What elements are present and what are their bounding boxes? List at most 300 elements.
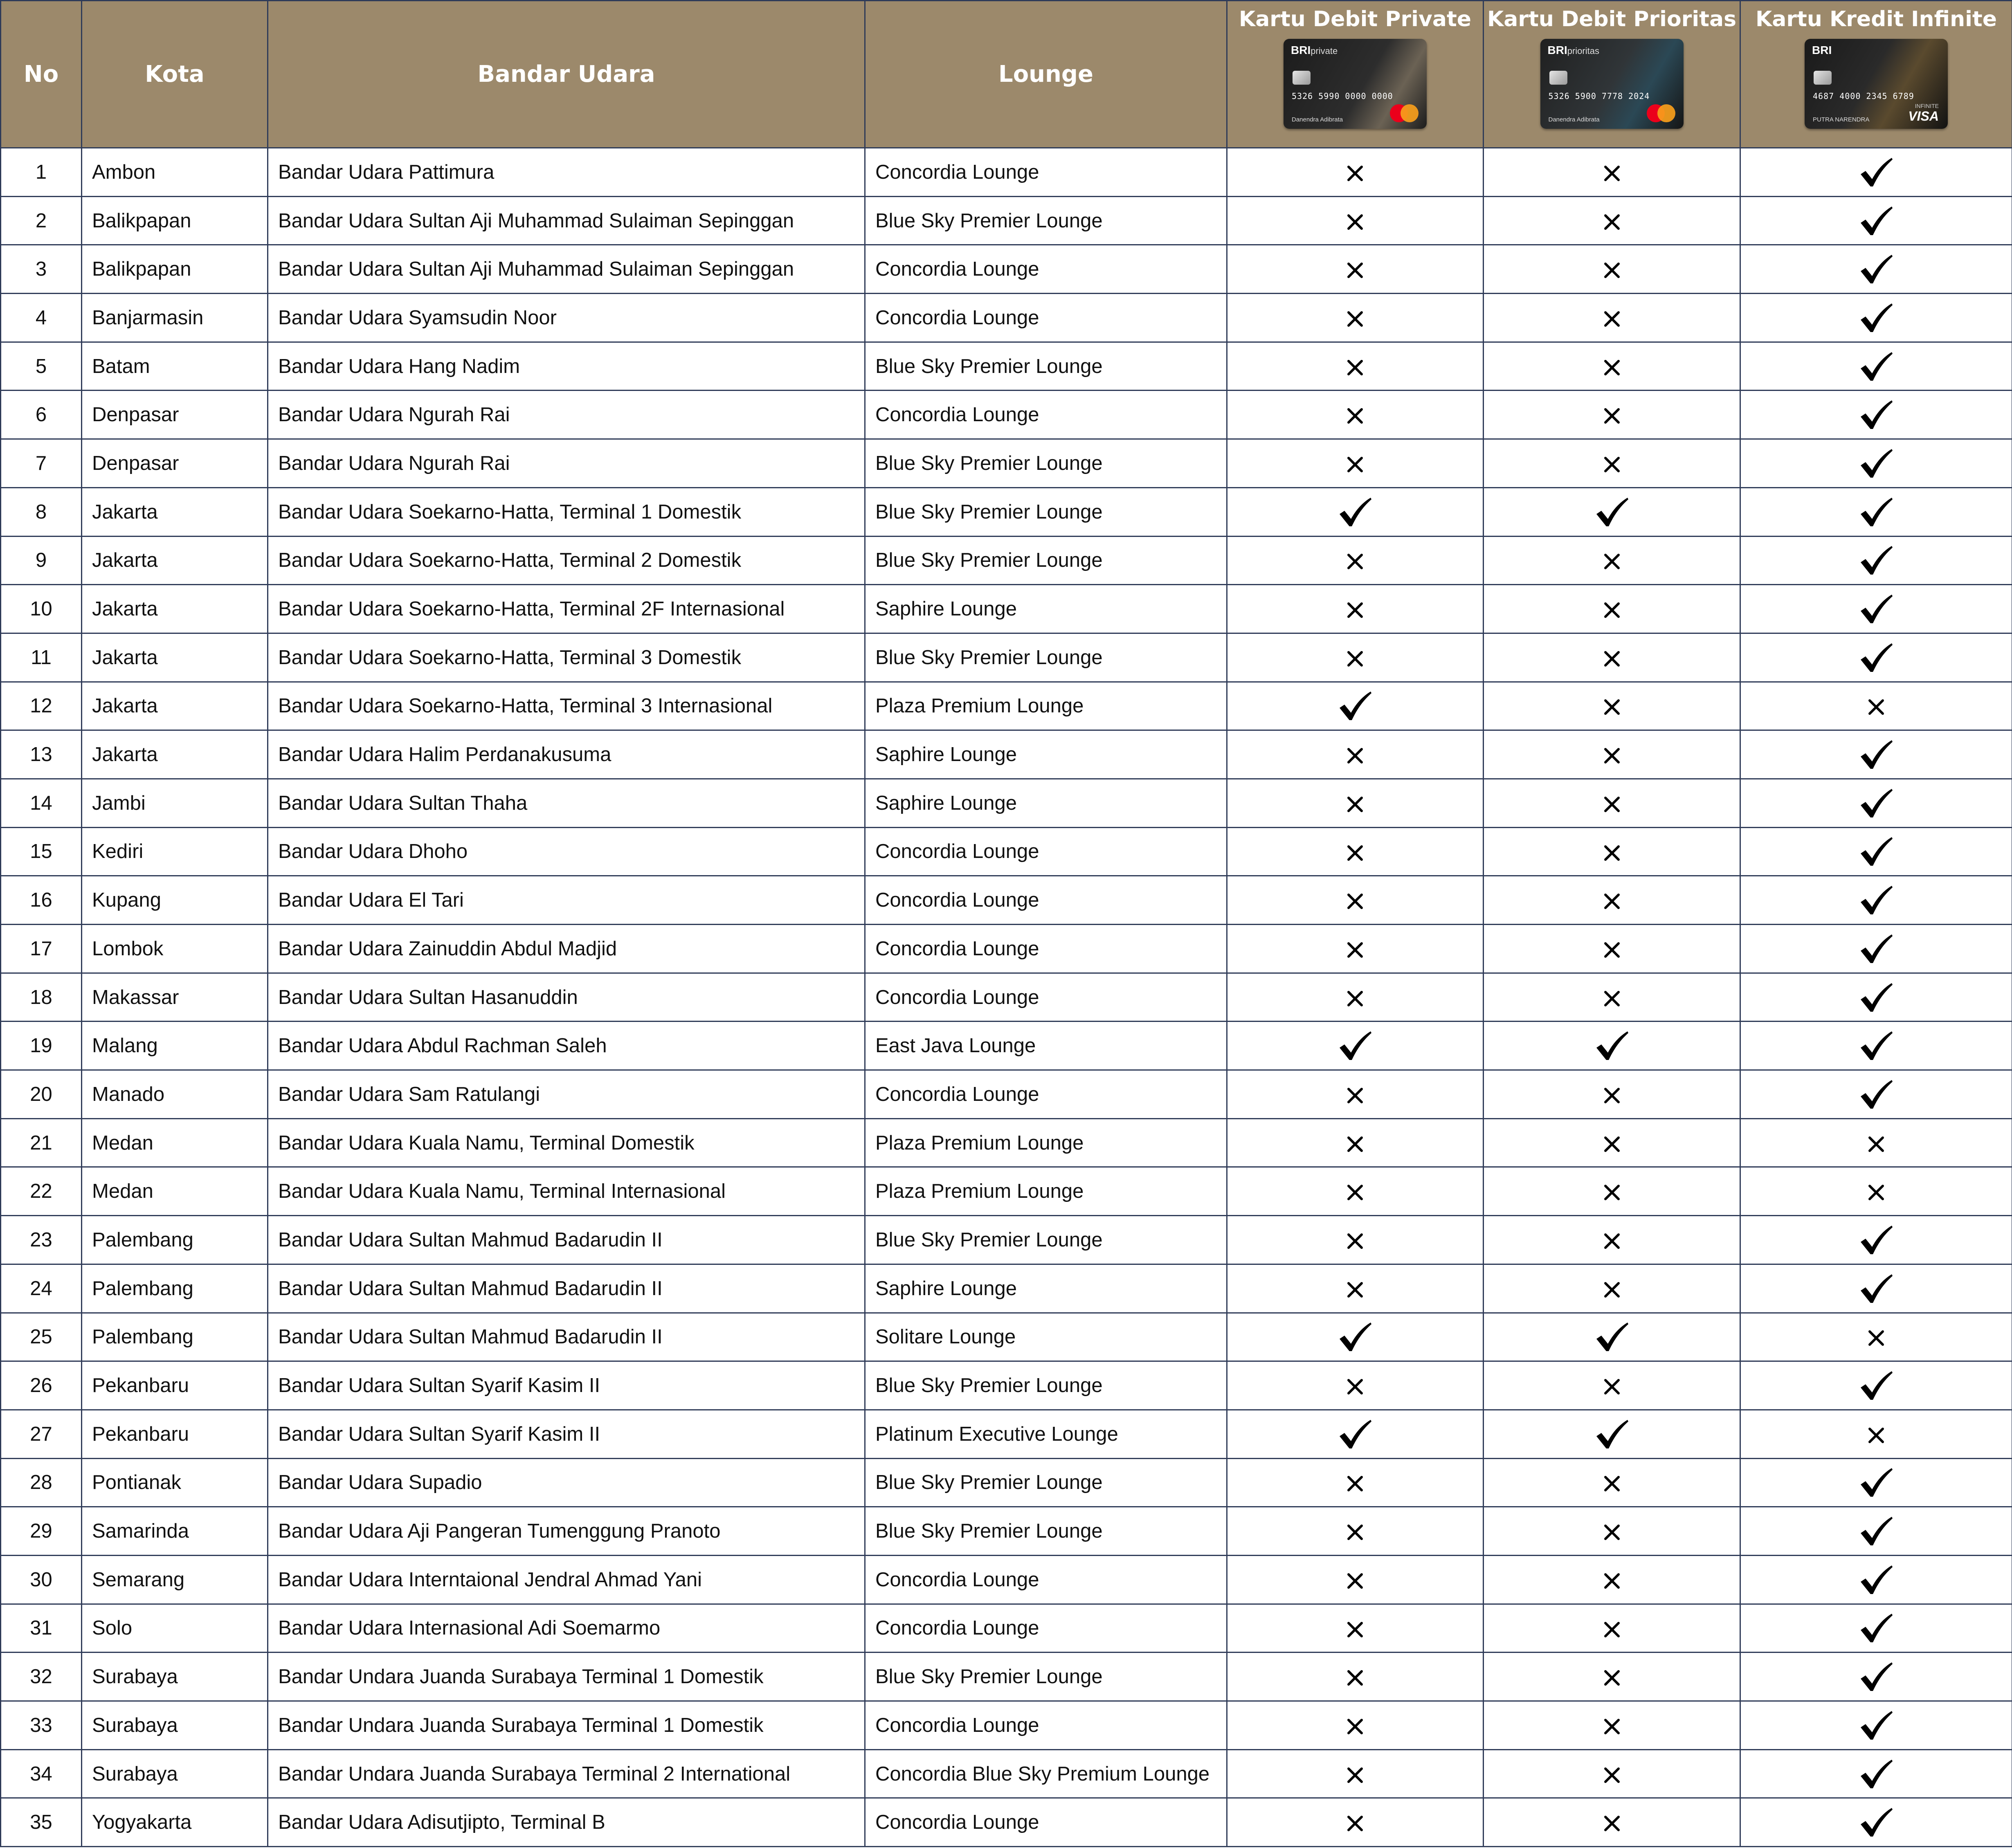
cell-bandara: Bandar Udara Sam Ratulangi <box>268 1070 865 1119</box>
cell-bandara: Bandar Udara Sultan Hasanuddin <box>268 973 865 1022</box>
cell-kota: Denpasar <box>82 439 268 488</box>
cell-no: 3 <box>1 245 82 294</box>
cell-prioritas-access <box>1484 391 1740 439</box>
cross-icon <box>1602 212 1622 232</box>
cell-infinite-access <box>1740 1264 2012 1313</box>
cell-no: 26 <box>1 1361 82 1410</box>
cell-no: 20 <box>1 1070 82 1119</box>
card-image-infinite <box>1805 39 1948 129</box>
header-bandara: Bandar Udara <box>268 1 865 148</box>
cell-no: 24 <box>1 1264 82 1313</box>
cell-bandara: Bandar Udara Internasional Adi Soemarmo <box>268 1604 865 1653</box>
cell-bandara: Bandar Udara Dhoho <box>268 827 865 876</box>
cell-prioritas-access <box>1484 439 1740 488</box>
cell-prioritas-access <box>1484 1264 1740 1313</box>
cell-infinite-access <box>1740 1653 2012 1701</box>
cell-no: 1 <box>1 148 82 197</box>
cell-prioritas-access <box>1484 487 1740 536</box>
cell-private-access <box>1227 633 1484 682</box>
cell-prioritas-access <box>1484 1749 1740 1798</box>
cross-icon <box>1602 600 1622 620</box>
cell-private-access <box>1227 973 1484 1022</box>
table-row <box>1 730 2012 779</box>
cell-lounge: Concordia Lounge <box>865 925 1227 973</box>
cell-infinite-access <box>1740 1118 2012 1167</box>
cell-bandara: Bandar Udara Sultan Mahmud Badarudin II <box>268 1264 865 1313</box>
check-icon <box>1859 156 1893 188</box>
cell-prioritas-access <box>1484 827 1740 876</box>
cross-icon <box>1602 940 1622 960</box>
table-row <box>1 1458 2012 1507</box>
cross-icon <box>1602 649 1622 669</box>
cell-private-access <box>1227 827 1484 876</box>
cell-no: 5 <box>1 342 82 391</box>
cell-private-access <box>1227 196 1484 245</box>
cross-icon <box>1602 358 1622 377</box>
check-icon <box>1859 1370 1893 1401</box>
cell-infinite-access <box>1740 487 2012 536</box>
cell-lounge: Concordia Lounge <box>865 1604 1227 1653</box>
cell-bandara: Bandar Udara Soekarno-Hatta, Terminal 1 Domestik <box>268 487 865 536</box>
cell-no: 22 <box>1 1167 82 1216</box>
header-kota: Kota <box>82 1 268 148</box>
header-card-prioritas <box>1484 1 1740 148</box>
cell-no: 19 <box>1 1022 82 1070</box>
cross-icon <box>1866 1426 1886 1445</box>
cross-icon <box>1602 891 1622 911</box>
table-row <box>1 1216 2012 1264</box>
cell-bandara: Bandar Udara Hang Nadim <box>268 342 865 391</box>
cell-kota: Medan <box>82 1118 268 1167</box>
check-icon <box>1859 302 1893 334</box>
cell-kota: Ambon <box>82 148 268 197</box>
check-icon <box>1859 835 1893 867</box>
cell-prioritas-access <box>1484 925 1740 973</box>
cell-infinite-access <box>1740 1507 2012 1556</box>
card-image-prioritas <box>1540 39 1684 129</box>
cell-lounge: Saphire Lounge <box>865 779 1227 827</box>
cell-lounge: Concordia Lounge <box>865 1555 1227 1604</box>
table-row <box>1 487 2012 536</box>
cell-lounge: Blue Sky Premier Lounge <box>865 536 1227 585</box>
cross-icon <box>1602 455 1622 474</box>
cell-bandara: Bandar Udara Sultan Aji Muhammad Sulaiman Sepinggan <box>268 196 865 245</box>
cross-icon <box>1602 795 1622 814</box>
cell-private-access <box>1227 391 1484 439</box>
card-brand-infinite: BRI <box>1812 44 1832 56</box>
cell-no: 12 <box>1 682 82 730</box>
check-icon <box>1859 1273 1893 1305</box>
cell-no: 29 <box>1 1507 82 1556</box>
cell-kota: Jakarta <box>82 536 268 585</box>
cell-lounge: Blue Sky Premier Lounge <box>865 633 1227 682</box>
cross-icon <box>1345 1183 1365 1202</box>
cell-kota: Lombok <box>82 925 268 973</box>
cell-kota: Solo <box>82 1604 268 1653</box>
cell-prioritas-access <box>1484 1361 1740 1410</box>
cell-kota: Palembang <box>82 1216 268 1264</box>
cell-bandara: Bandar Udara Soekarno-Hatta, Terminal 2F Internasional <box>268 585 865 633</box>
cell-lounge: Plaza Premium Lounge <box>865 682 1227 730</box>
check-icon <box>1859 253 1893 285</box>
cell-private-access <box>1227 1313 1484 1361</box>
table-row <box>1 1701 2012 1750</box>
cell-infinite-access <box>1740 585 2012 633</box>
table-row <box>1 1361 2012 1410</box>
cross-icon <box>1602 1668 1622 1688</box>
cross-icon <box>1345 1717 1365 1736</box>
cell-no: 4 <box>1 294 82 342</box>
cross-icon <box>1345 1668 1365 1688</box>
cell-private-access <box>1227 1118 1484 1167</box>
cell-bandara: Bandar Udara El Tari <box>268 876 865 925</box>
card-chip-icon <box>1549 71 1567 85</box>
header-card-infinite <box>1740 1 2012 148</box>
table-row <box>1 1653 2012 1701</box>
table-row <box>1 245 2012 294</box>
cross-icon <box>1602 1765 1622 1785</box>
cell-private-access <box>1227 1749 1484 1798</box>
cell-no: 34 <box>1 1749 82 1798</box>
check-icon <box>1338 1321 1372 1353</box>
cell-private-access <box>1227 925 1484 973</box>
card-holder-infinite: PUTRA NARENDRA <box>1813 116 1870 123</box>
cell-bandara: Bandar Udara Abdul Rachman Saleh <box>268 1022 865 1070</box>
cell-kota: Kediri <box>82 827 268 876</box>
cell-kota: Balikpapan <box>82 196 268 245</box>
cross-icon <box>1345 1231 1365 1251</box>
table-row <box>1 148 2012 197</box>
cell-lounge: Concordia Lounge <box>865 876 1227 925</box>
cell-prioritas-access <box>1484 973 1740 1022</box>
cell-lounge: Blue Sky Premier Lounge <box>865 342 1227 391</box>
cell-kota: Makassar <box>82 973 268 1022</box>
cell-prioritas-access <box>1484 1653 1740 1701</box>
cell-infinite-access <box>1740 730 2012 779</box>
cell-lounge: Blue Sky Premier Lounge <box>865 1216 1227 1264</box>
cell-infinite-access <box>1740 439 2012 488</box>
cell-bandara: Bandar Udara Sultan Mahmud Badarudin II <box>268 1313 865 1361</box>
cell-prioritas-access <box>1484 1070 1740 1119</box>
check-icon <box>1859 981 1893 1013</box>
cell-no: 15 <box>1 827 82 876</box>
cell-kota: Kupang <box>82 876 268 925</box>
cell-infinite-access <box>1740 876 2012 925</box>
cell-no: 21 <box>1 1118 82 1167</box>
card-holder-prioritas: Danendra Adibrata <box>1548 116 1600 123</box>
cross-icon <box>1345 891 1365 911</box>
card-tier-infinite: INFINITE <box>1915 103 1939 109</box>
cell-kota: Jakarta <box>82 730 268 779</box>
cross-icon <box>1602 1231 1622 1251</box>
cross-icon <box>1602 1134 1622 1154</box>
cell-no: 6 <box>1 391 82 439</box>
cross-icon <box>1345 1571 1365 1591</box>
cell-bandara: Bandar Udara Supadio <box>268 1458 865 1507</box>
cell-lounge: Solitare Lounge <box>865 1313 1227 1361</box>
cell-infinite-access <box>1740 196 2012 245</box>
cell-bandara: Bandar Udara Halim Perdanakusuma <box>268 730 865 779</box>
cell-prioritas-access <box>1484 633 1740 682</box>
cell-no: 25 <box>1 1313 82 1361</box>
cross-icon <box>1345 212 1365 232</box>
check-icon <box>1338 1418 1372 1450</box>
cell-infinite-access <box>1740 1167 2012 1216</box>
cell-private-access <box>1227 1410 1484 1458</box>
cell-prioritas-access <box>1484 294 1740 342</box>
cell-private-access <box>1227 245 1484 294</box>
cell-kota: Jakarta <box>82 633 268 682</box>
cross-icon <box>1345 1474 1365 1493</box>
cell-bandara: Bandar Udara Aji Pangeran Tumenggung Pranoto <box>268 1507 865 1556</box>
cross-icon <box>1866 697 1886 717</box>
table-row <box>1 1410 2012 1458</box>
check-icon <box>1859 544 1893 576</box>
check-icon <box>1595 1418 1629 1450</box>
table-row <box>1 439 2012 488</box>
cell-kota: Palembang <box>82 1264 268 1313</box>
cross-icon <box>1602 552 1622 571</box>
cross-icon <box>1602 1620 1622 1639</box>
cell-no: 23 <box>1 1216 82 1264</box>
mastercard-logo-icon <box>1390 104 1419 122</box>
cell-lounge: Concordia Lounge <box>865 294 1227 342</box>
table-row <box>1 1507 2012 1556</box>
cell-infinite-access <box>1740 536 2012 585</box>
table-row <box>1 294 2012 342</box>
card-brand-prioritas: BRIprioritas <box>1547 44 1599 56</box>
cell-bandara: Bandar Udara Sultan Syarif Kasim II <box>268 1410 865 1458</box>
cross-icon <box>1602 1522 1622 1542</box>
cell-infinite-access <box>1740 682 2012 730</box>
cross-icon <box>1345 358 1365 377</box>
cell-infinite-access <box>1740 827 2012 876</box>
table-row <box>1 1604 2012 1653</box>
cross-icon <box>1345 260 1365 280</box>
cell-kota: Surabaya <box>82 1653 268 1701</box>
cell-prioritas-access <box>1484 1507 1740 1556</box>
cell-no: 9 <box>1 536 82 585</box>
cell-lounge: Blue Sky Premier Lounge <box>865 196 1227 245</box>
cell-bandara: Bandar Udara Soekarno-Hatta, Terminal 2 Domestik <box>268 536 865 585</box>
cell-prioritas-access <box>1484 1458 1740 1507</box>
cell-bandara: Bandar Udara Ngurah Rai <box>268 391 865 439</box>
check-icon <box>1595 496 1629 528</box>
cell-bandara: Bandar Udara Ngurah Rai <box>268 439 865 488</box>
cross-icon <box>1602 1086 1622 1105</box>
cell-prioritas-access <box>1484 1410 1740 1458</box>
cell-lounge: Concordia Lounge <box>865 827 1227 876</box>
cell-kota: Medan <box>82 1167 268 1216</box>
cell-infinite-access <box>1740 633 2012 682</box>
cell-no: 7 <box>1 439 82 488</box>
cell-private-access <box>1227 779 1484 827</box>
cell-kota: Jambi <box>82 779 268 827</box>
cell-private-access <box>1227 1022 1484 1070</box>
cell-prioritas-access <box>1484 1798 1740 1847</box>
cross-icon <box>1602 697 1622 717</box>
cross-icon <box>1866 1134 1886 1154</box>
cell-lounge: Concordia Lounge <box>865 1701 1227 1750</box>
cross-icon <box>1345 989 1365 1008</box>
cell-lounge: Concordia Lounge <box>865 148 1227 197</box>
cross-icon <box>1345 1280 1365 1300</box>
cell-prioritas-access <box>1484 196 1740 245</box>
check-icon <box>1859 1758 1893 1790</box>
cell-no: 2 <box>1 196 82 245</box>
cell-kota: Pontianak <box>82 1458 268 1507</box>
cell-no: 17 <box>1 925 82 973</box>
cell-lounge: Blue Sky Premier Lounge <box>865 439 1227 488</box>
card-number-prioritas: 5326 5900 7778 2024 <box>1548 91 1650 101</box>
cell-no: 14 <box>1 779 82 827</box>
cell-prioritas-access <box>1484 1604 1740 1653</box>
cell-infinite-access <box>1740 1410 2012 1458</box>
table-row <box>1 779 2012 827</box>
header-lounge: Lounge <box>865 1 1227 148</box>
check-icon <box>1338 496 1372 528</box>
card-chip-icon <box>1293 71 1311 85</box>
mastercard-logo-icon <box>1647 104 1675 122</box>
card-number-private: 5326 5990 0000 0000 <box>1292 91 1393 101</box>
table-row <box>1 1749 2012 1798</box>
cell-kota: Balikpapan <box>82 245 268 294</box>
cell-prioritas-access <box>1484 536 1740 585</box>
cell-kota: Banjarmasin <box>82 294 268 342</box>
cell-no: 16 <box>1 876 82 925</box>
cell-private-access <box>1227 439 1484 488</box>
check-icon <box>1859 1466 1893 1498</box>
cross-icon <box>1345 309 1365 329</box>
cell-infinite-access <box>1740 1458 2012 1507</box>
cross-icon <box>1602 843 1622 863</box>
cell-private-access <box>1227 536 1484 585</box>
check-icon <box>1338 690 1372 722</box>
check-icon <box>1859 787 1893 819</box>
check-icon <box>1859 642 1893 674</box>
cross-icon <box>1345 795 1365 814</box>
cell-bandara: Bandar Udara Sultan Aji Muhammad Sulaiman Sepinggan <box>268 245 865 294</box>
check-icon <box>1859 350 1893 382</box>
cell-no: 32 <box>1 1653 82 1701</box>
table-row <box>1 1118 2012 1167</box>
cell-kota: Surabaya <box>82 1749 268 1798</box>
cell-infinite-access <box>1740 1361 2012 1410</box>
cell-bandara: Bandar Udara Soekarno-Hatta, Terminal 3 Domestik <box>268 633 865 682</box>
cell-prioritas-access <box>1484 1022 1740 1070</box>
cross-icon <box>1602 1717 1622 1736</box>
cell-infinite-access <box>1740 1604 2012 1653</box>
table-row <box>1 342 2012 391</box>
cell-prioritas-access <box>1484 1216 1740 1264</box>
table-row <box>1 1167 2012 1216</box>
cell-no: 18 <box>1 973 82 1022</box>
cross-icon <box>1345 552 1365 571</box>
cell-private-access <box>1227 1070 1484 1119</box>
cross-icon <box>1345 940 1365 960</box>
cell-bandara: Bandar Udara Sultan Thaha <box>268 779 865 827</box>
cell-bandara: Bandar Udara Adisutjipto, Terminal B <box>268 1798 865 1847</box>
cell-no: 31 <box>1 1604 82 1653</box>
check-icon <box>1859 447 1893 479</box>
check-icon <box>1859 739 1893 770</box>
check-icon <box>1859 933 1893 965</box>
cell-bandara: Bandar Udara Interntaional Jendral Ahmad Yani <box>268 1555 865 1604</box>
cell-prioritas-access <box>1484 342 1740 391</box>
check-icon <box>1859 399 1893 431</box>
cell-private-access <box>1227 1216 1484 1264</box>
cell-no: 11 <box>1 633 82 682</box>
cell-private-access <box>1227 1798 1484 1847</box>
table-body <box>1 148 2012 1847</box>
cell-no: 33 <box>1 1701 82 1750</box>
table-row <box>1 1070 2012 1119</box>
table-row <box>1 633 2012 682</box>
cell-infinite-access <box>1740 1070 2012 1119</box>
cross-icon <box>1345 1620 1365 1639</box>
cross-icon <box>1345 649 1365 669</box>
cell-kota: Pekanbaru <box>82 1361 268 1410</box>
cell-infinite-access <box>1740 391 2012 439</box>
cell-prioritas-access <box>1484 876 1740 925</box>
cell-prioritas-access <box>1484 585 1740 633</box>
cell-private-access <box>1227 1167 1484 1216</box>
cell-bandara: Bandar Undara Juanda Surabaya Terminal 1 Domestik <box>268 1653 865 1701</box>
table-row <box>1 1264 2012 1313</box>
table-row <box>1 1313 2012 1361</box>
card-brand-private: BRIprivate <box>1291 44 1338 56</box>
cell-kota: Jakarta <box>82 487 268 536</box>
cell-private-access <box>1227 876 1484 925</box>
cell-private-access <box>1227 585 1484 633</box>
cell-bandara: Bandar Undara Juanda Surabaya Terminal 1 Domestik <box>268 1701 865 1750</box>
cell-infinite-access <box>1740 1313 2012 1361</box>
cell-lounge: Platinum Executive Lounge <box>865 1410 1227 1458</box>
cell-lounge: Concordia Blue Sky Premium Lounge <box>865 1749 1227 1798</box>
cell-infinite-access <box>1740 1798 2012 1847</box>
cell-no: 13 <box>1 730 82 779</box>
cell-no: 10 <box>1 585 82 633</box>
cell-private-access <box>1227 1361 1484 1410</box>
cross-icon <box>1602 989 1622 1008</box>
cross-icon <box>1602 1571 1622 1591</box>
cross-icon <box>1866 1183 1886 1202</box>
check-icon <box>1859 1661 1893 1693</box>
cell-prioritas-access <box>1484 1118 1740 1167</box>
cross-icon <box>1602 164 1622 183</box>
cross-icon <box>1602 746 1622 766</box>
cell-bandara: Bandar Undara Juanda Surabaya Terminal 2 International <box>268 1749 865 1798</box>
cell-lounge: Concordia Lounge <box>865 1070 1227 1119</box>
card-title-infinite: Kartu Kredit Infinite <box>1755 7 1997 31</box>
cell-no: 8 <box>1 487 82 536</box>
cell-private-access <box>1227 487 1484 536</box>
cell-lounge: Saphire Lounge <box>865 1264 1227 1313</box>
table-row <box>1 973 2012 1022</box>
cell-prioritas-access <box>1484 1167 1740 1216</box>
cross-icon <box>1602 1280 1622 1300</box>
cell-kota: Surabaya <box>82 1701 268 1750</box>
cell-prioritas-access <box>1484 1555 1740 1604</box>
cell-private-access <box>1227 294 1484 342</box>
cell-prioritas-access <box>1484 682 1740 730</box>
cell-bandara: Bandar Udara Kuala Namu, Terminal Domestik <box>268 1118 865 1167</box>
cell-prioritas-access <box>1484 730 1740 779</box>
cell-bandara: Bandar Udara Soekarno-Hatta, Terminal 3 Internasional <box>268 682 865 730</box>
cell-lounge: Blue Sky Premier Lounge <box>865 1458 1227 1507</box>
cell-private-access <box>1227 1604 1484 1653</box>
cell-bandara: Bandar Udara Sultan Syarif Kasim II <box>268 1361 865 1410</box>
